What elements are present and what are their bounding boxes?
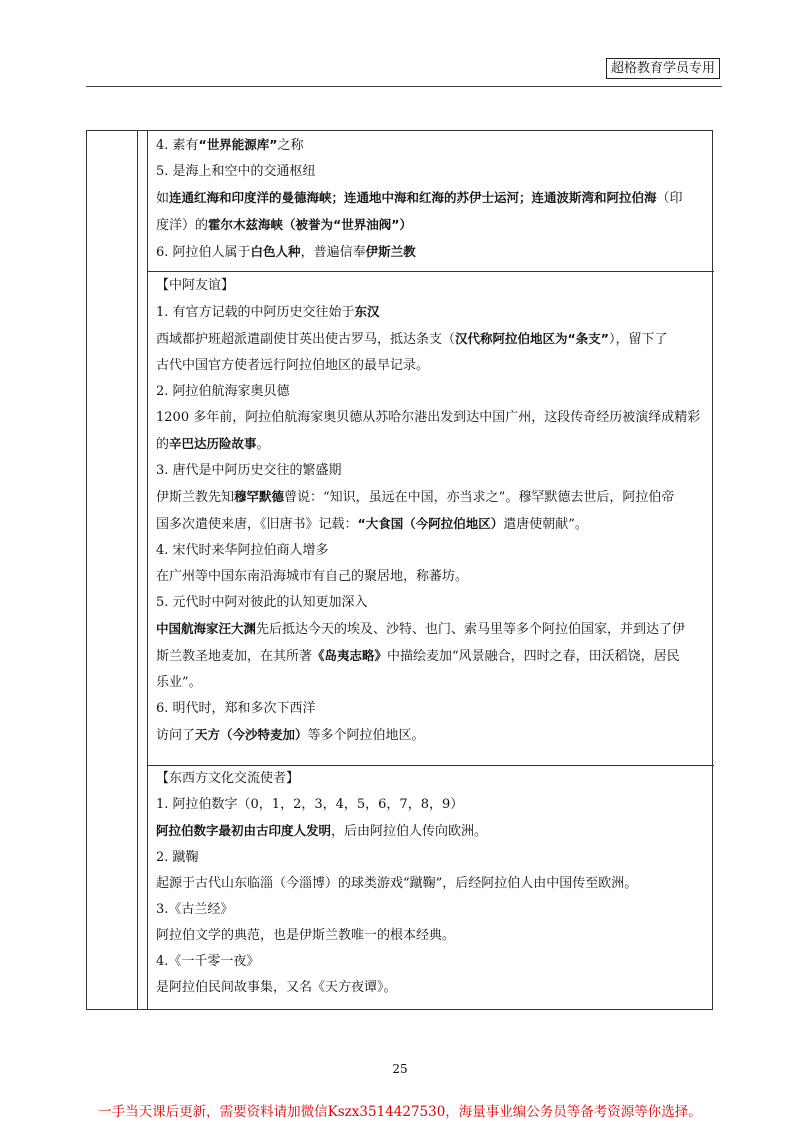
text-line: 2. 阿拉伯航海家奥贝德: [156, 384, 290, 399]
text-line: 3.《古兰经》: [156, 902, 234, 917]
content-table: [86, 130, 713, 1010]
text-line: 4.《一千零一夜》: [156, 954, 260, 969]
section-heading: 【东西方文化交流使者】: [156, 771, 300, 786]
text-line: 访问了天方（今沙特麦加）等多个阿拉伯地区。: [156, 727, 425, 743]
header-rule: [86, 86, 722, 87]
text-line: 2. 蹴鞠: [156, 850, 199, 865]
section-middle-east-features: [148, 131, 714, 271]
text-line: 4. 素有“世界能源库”之称: [156, 137, 304, 153]
header-label: 超格教育学员专用: [606, 58, 720, 79]
text-line: 6. 明代时，郑和多次下西洋: [156, 701, 316, 716]
text-line: 度洋）的霍尔木兹海峡（被誉为“世界油阀”）: [156, 217, 412, 233]
text-line: 如连通红海和印度洋的曼德海峡；连通地中海和红海的苏伊士运河；连通波斯湾和阿拉伯海（印: [156, 190, 683, 206]
text-line: 阿拉伯数字最初由古印度人发明，后由阿拉伯人传向欧洲。: [156, 823, 488, 839]
text-line: 中国航海家汪大渊先后抵达今天的埃及、沙特、也门、索马里等多个阿拉伯国家，并到达了伊: [156, 621, 686, 637]
text-line: 斯兰教圣地麦加，在其所著《岛夷志略》中描绘麦加“风景融合，四时之春，田沃稻饶，居民: [156, 648, 680, 664]
text-line: 1. 阿拉伯数字（0，1，2，3，4，5，6，7，8，9）: [156, 797, 464, 812]
text-line: 在广州等中国东南沿海城市有自己的聚居地，称蕃坊。: [156, 569, 469, 584]
section-heading: 【中阿友谊】: [156, 278, 235, 293]
text-line: 3. 唐代是中阿历史交往的繁盛期: [156, 463, 342, 478]
text-line: 5. 元代时中阿对彼此的认知更加深入: [156, 595, 368, 610]
text-line: 是阿拉伯民间故事集，又名《天方夜谭》。: [156, 980, 397, 995]
text-line: 国多次遣使来唐，《旧唐书》记载：“大食国（今阿拉伯地区）遣唐使朝献”。: [156, 516, 588, 532]
text-line: 1. 有官方记载的中阿历史交往始于东汉: [156, 304, 380, 320]
section-china-arab-friendship: [148, 271, 714, 765]
text-line: 阿拉伯文学的典范，也是伊斯兰教唯一的根本经典。: [156, 928, 456, 943]
text-line: 起源于古代山东临淄（今淄博）的球类游戏“蹴鞠”，后经阿拉伯人由中国传至欧洲。: [156, 876, 638, 891]
text-line: 4. 宋代时来华阿拉伯商人增多: [156, 543, 329, 558]
text-line: 乐业”。: [156, 675, 202, 690]
text-line: 伊斯兰教先知穆罕默德曾说：“知识，虽远在中国，亦当求之”。穆罕默德去世后，阿拉伯帝: [156, 489, 675, 505]
text-line: 西域都护班超派遣副使甘英出使古罗马，抵达条支（汉代称阿拉伯地区为“条支”），留下了: [156, 331, 668, 347]
text-line: 6. 阿拉伯人属于白色人种，普遍信奉伊斯兰教: [156, 244, 416, 260]
text-line: 5. 是海上和空中的交通枢纽: [156, 164, 316, 179]
page-number: 25: [392, 1062, 408, 1076]
text-line: 1200 多年前，阿拉伯航海家奥贝德从苏哈尔港出发到达中国广州，这段传奇经历被演绎成精彩: [156, 410, 701, 425]
table-column-2: [87, 131, 148, 1009]
text-line: 古代中国官方使者远行阿拉伯地区的最早记录。: [156, 358, 430, 373]
text-line: 的辛巴达历险故事。: [156, 436, 270, 452]
section-cultural-exchange: [148, 765, 714, 1011]
footer-notice: 一手当天课后更新，需要资料请加微信Kszx3514427530，海量事业编公务员等备考资源等你选择。: [98, 1104, 702, 1120]
